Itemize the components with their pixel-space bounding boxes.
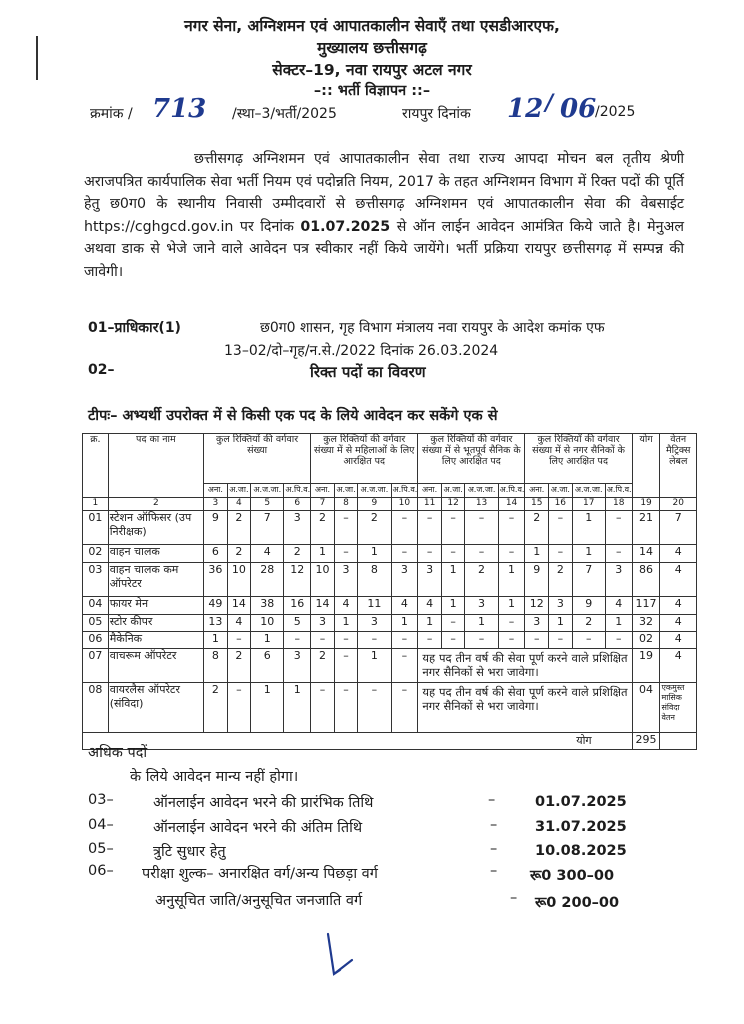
row-count-total: 1 xyxy=(284,683,311,733)
row-count-total: 2 xyxy=(284,545,311,563)
applicant-note: टीपः– अभ्यर्थी उपरोक्त में से किसी एक पद के लिये आवेदन कर सकेंगे एक से xyxy=(88,408,498,424)
intro-part-2: से ऑन लाईन आवेदन आमंत्रित किये जाते है। मेनुअल अथवा डाक से भेजे जाने वाले आवेदन पत्र स्वीकार नहीं किये जायेंगे। भर्ती प्रक्रिया रायपुर छत्तीसगढ़ में सम्पन्न की जावेगी। xyxy=(84,218,684,280)
row-count-women: 1 xyxy=(391,615,418,632)
row-count-women: 3 xyxy=(311,615,335,632)
col-header-homeguard: कुल रिक्तियाँ की वर्गवार संख्या में से नगर सैनिकों के लिए आरक्षित पद xyxy=(525,434,632,484)
row-sno: 04 xyxy=(83,597,109,615)
footer-note-line-2: के लिये आवेदन मान्य नहीं होगा। xyxy=(130,769,299,785)
col-number: 18 xyxy=(605,498,632,511)
row-yog: 04 xyxy=(632,683,660,733)
col-number: 20 xyxy=(660,498,697,511)
row-count-ex: – xyxy=(418,545,442,563)
col-number: 11 xyxy=(418,498,442,511)
row-count-hg: – xyxy=(549,545,573,563)
col-header-women: कुल रिक्तियों की वर्गवार संख्या में से महिलाओं के लिए आरक्षित पद xyxy=(311,434,418,484)
schedule-label: त्रुटि सुधार हेतु xyxy=(153,844,226,860)
row-count-hg: – xyxy=(525,632,549,649)
row-yog: 32 xyxy=(632,615,660,632)
row-count-hg: – xyxy=(549,511,573,545)
header-line-1: नगर सेना, अग्निशमन एवं आपातकालीन सेवाएँ तथा एसडीआरएफ, xyxy=(184,17,560,35)
row-count-hg: 1 xyxy=(572,511,605,545)
row-count-ex: – xyxy=(498,632,525,649)
row-count-women: – xyxy=(391,511,418,545)
row-count-women: 1 xyxy=(311,545,335,563)
row-post-name: वायरलैस ऑपरेटर (संविदा) xyxy=(108,683,203,733)
row-count-hg: 2 xyxy=(572,615,605,632)
section-02-title: रिक्त पदों का विवरण xyxy=(310,363,426,381)
row-count-total: 3 xyxy=(284,649,311,683)
row-count-total: 8 xyxy=(204,649,228,683)
row-count-total: 7 xyxy=(251,511,284,545)
table-row xyxy=(83,649,697,683)
col-number: 7 xyxy=(311,498,335,511)
col-number: 10 xyxy=(391,498,418,511)
row-count-total: 2 xyxy=(227,511,251,545)
row-yog: 21 xyxy=(632,511,660,545)
cat-header: अ.ज.जा. xyxy=(465,484,498,498)
row-count-ex: – xyxy=(441,545,465,563)
row-count-hg: 1 xyxy=(549,615,573,632)
row-count-women: 14 xyxy=(311,597,335,615)
vacancy-table xyxy=(82,433,697,750)
table-row xyxy=(83,511,697,545)
table-row xyxy=(83,563,697,597)
row-count-hg: 4 xyxy=(605,597,632,615)
fees-general-value: रू0 300–00 xyxy=(530,868,615,884)
fees-sc-st-label: अनुसूचित जाति/अनुसूचित जनजाति वर्ग xyxy=(155,893,363,909)
header-title: –:: भर्ती विज्ञापन ::– xyxy=(313,83,431,99)
cat-header: अना. xyxy=(311,484,335,498)
authority-line-2: 13–02/दो–गृह/न.से./2022 दिनांक 26.03.2024 xyxy=(224,343,499,359)
schedule-dash: – xyxy=(488,792,496,808)
row-post-name: मैकेनिक xyxy=(108,632,203,649)
row-count-ex: – xyxy=(441,632,465,649)
row-count-hg: 1 xyxy=(605,615,632,632)
row-count-women: 3 xyxy=(358,615,391,632)
row-count-ex: – xyxy=(465,545,498,563)
row-count-women: 4 xyxy=(334,597,358,615)
row-sno: 01 xyxy=(83,511,109,545)
col-number: 8 xyxy=(334,498,358,511)
cat-header: अना. xyxy=(418,484,442,498)
col-header-post: पद का नाम xyxy=(108,434,203,498)
row-count-total: 2 xyxy=(227,649,251,683)
row-count-ex: 1 xyxy=(418,615,442,632)
row-count-total: 4 xyxy=(251,545,284,563)
table-total-value: 295 xyxy=(632,733,660,750)
col-header-exservice: कुल रिक्तियों की वर्गवार संख्या में से भूतपूर्व सैनिक के लिए आरक्षित पद xyxy=(418,434,525,484)
schedule-number: 04– xyxy=(88,817,114,833)
row-count-ex: – xyxy=(498,615,525,632)
row-count-women: 2 xyxy=(311,511,335,545)
row-count-women: – xyxy=(391,649,418,683)
schedule-number: 05– xyxy=(88,841,114,857)
row-count-total: – xyxy=(284,632,311,649)
row-count-ex: 3 xyxy=(418,563,442,597)
row-count-hg: – xyxy=(605,545,632,563)
cat-header: अ.पि.व. xyxy=(605,484,632,498)
col-header-yog: योग xyxy=(632,434,660,498)
col-number: 13 xyxy=(465,498,498,511)
row-sno: 03 xyxy=(83,563,109,597)
row-count-women: – xyxy=(358,683,391,733)
intro-part-1: छत्तीसगढ़ अग्निशमन एवं आपातकालीन सेवा तथा राज्य आपदा मोचन बल तृतीय श्रेणी अराजपत्रित कार्यपालिक सेवा भर्ती नियम एवं पदोन्नति नियम, 2017 के तहत अग्निशमन विभाग में रिक्त पदों की पूर्ति हेतु छ0ग0 के स्थानीय निवासी उम्मीदवारों से छत्तीसगढ़ अग्निशमन एवं आपातकालीन सेवा की वेबसाईट https://cghgcd.gov.in पर दिनांक xyxy=(84,151,684,235)
row-sno: 05 xyxy=(83,615,109,632)
table-total-label: योग xyxy=(83,733,633,750)
col-number: 14 xyxy=(498,498,525,511)
row-count-total: 16 xyxy=(284,597,311,615)
row-merged-note: यह पद तीन वर्ष की सेवा पूर्ण करने वाले प्रशिक्षित नगर सैनिकों से भरा जावेगा। xyxy=(418,683,632,733)
row-count-ex: – xyxy=(498,511,525,545)
row-count-women: – xyxy=(391,632,418,649)
row-count-total: 2 xyxy=(204,683,228,733)
row-count-total: 13 xyxy=(204,615,228,632)
row-count-hg: – xyxy=(605,632,632,649)
row-count-women: 2 xyxy=(311,649,335,683)
row-count-ex: 3 xyxy=(465,597,498,615)
col-number: 9 xyxy=(358,498,391,511)
row-count-hg: 9 xyxy=(572,597,605,615)
row-count-women: – xyxy=(391,545,418,563)
cat-header: अ.जा. xyxy=(549,484,573,498)
row-count-ex: – xyxy=(465,632,498,649)
row-count-hg: 1 xyxy=(525,545,549,563)
col-header-pay: वेतन मैट्रिक्स लेबल xyxy=(660,434,697,498)
cat-header: अ.ज.जा. xyxy=(572,484,605,498)
row-count-women: – xyxy=(311,683,335,733)
col-number: 4 xyxy=(227,498,251,511)
row-count-hg: 12 xyxy=(525,597,549,615)
schedule-date: 10.08.2025 xyxy=(535,843,627,859)
row-count-ex: 1 xyxy=(498,597,525,615)
row-count-ex: 2 xyxy=(465,563,498,597)
table-row xyxy=(83,545,697,563)
row-count-women: 1 xyxy=(334,615,358,632)
row-count-ex: – xyxy=(441,615,465,632)
row-pay-level: 4 xyxy=(660,597,697,615)
row-count-women: 10 xyxy=(311,563,335,597)
fees-number: 06– xyxy=(88,863,114,879)
row-yog: 02 xyxy=(632,632,660,649)
cat-header: अना. xyxy=(204,484,228,498)
row-count-women: 2 xyxy=(358,511,391,545)
row-count-total: – xyxy=(227,683,251,733)
row-count-hg: 3 xyxy=(605,563,632,597)
row-count-hg: 9 xyxy=(525,563,549,597)
row-count-women: – xyxy=(334,511,358,545)
row-count-women: 4 xyxy=(391,597,418,615)
table-row xyxy=(83,632,697,649)
row-sno: 08 xyxy=(83,683,109,733)
row-count-total: 49 xyxy=(204,597,228,615)
row-count-hg: 3 xyxy=(525,615,549,632)
row-count-women: – xyxy=(334,632,358,649)
row-pay-level: 4 xyxy=(660,563,697,597)
row-count-ex: 1 xyxy=(498,563,525,597)
fees-general-dash: – xyxy=(490,863,498,879)
kramank-number: 713 xyxy=(152,94,207,124)
row-count-women: – xyxy=(391,683,418,733)
cat-header: अ.जा. xyxy=(334,484,358,498)
row-post-name: स्टेशन ऑफिसर (उप निरीक्षक) xyxy=(108,511,203,545)
row-count-total: 6 xyxy=(251,649,284,683)
row-count-hg: 2 xyxy=(549,563,573,597)
col-number: 15 xyxy=(525,498,549,511)
col-number: 2 xyxy=(108,498,203,511)
row-sno: 06 xyxy=(83,632,109,649)
row-count-ex: 1 xyxy=(465,615,498,632)
cat-header: अ.जा. xyxy=(441,484,465,498)
office-code: /स्था–3/भर्ती/2025 xyxy=(232,106,337,122)
row-count-women: – xyxy=(334,683,358,733)
date-month: 06 xyxy=(560,94,597,124)
schedule-date: 01.07.2025 xyxy=(535,794,627,810)
footer-note-line-1: अधिक पदों xyxy=(88,745,148,761)
col-header-sno: क्र. xyxy=(83,434,109,498)
row-post-name: फायर मेन xyxy=(108,597,203,615)
fees-sc-st-value: रू0 200–00 xyxy=(535,895,620,911)
row-count-ex: – xyxy=(465,511,498,545)
authority-line-1: छ0ग0 शासन, गृह विभाग मंत्रालय नवा रायपुर के आदेश कमांक एफ xyxy=(260,320,605,336)
row-count-ex: 1 xyxy=(441,563,465,597)
row-count-women: – xyxy=(311,632,335,649)
row-count-total: 1 xyxy=(251,632,284,649)
col-number: 3 xyxy=(204,498,228,511)
header-line-3: सेक्टर–19, नवा रायपुर अटल नगर xyxy=(272,61,472,79)
cat-header: अ.जा. xyxy=(227,484,251,498)
row-post-name: वाहन चालक कम ऑपरेटर xyxy=(108,563,203,597)
schedule-dash: – xyxy=(490,841,498,857)
cat-header: अ.ज.जा. xyxy=(251,484,284,498)
kramank-label: क्रमांक / xyxy=(90,106,133,122)
row-count-total: 14 xyxy=(227,597,251,615)
row-count-ex: – xyxy=(441,511,465,545)
row-yog: 19 xyxy=(632,649,660,683)
col-number: 12 xyxy=(441,498,465,511)
row-sno: 02 xyxy=(83,545,109,563)
row-count-ex: – xyxy=(498,545,525,563)
row-count-hg: – xyxy=(572,632,605,649)
row-pay-level: 4 xyxy=(660,545,697,563)
authority-label: 01–प्राधिकार(1) xyxy=(88,320,181,336)
col-number: 1 xyxy=(83,498,109,511)
row-count-total: 36 xyxy=(204,563,228,597)
row-count-total: 2 xyxy=(227,545,251,563)
col-number: 5 xyxy=(251,498,284,511)
row-count-total: 10 xyxy=(227,563,251,597)
table-row xyxy=(83,683,697,733)
row-post-name: वाहन चालक xyxy=(108,545,203,563)
row-count-hg: – xyxy=(605,511,632,545)
row-count-total: 5 xyxy=(284,615,311,632)
schedule-dash: – xyxy=(490,817,498,833)
table-row xyxy=(83,597,697,615)
row-count-total: 28 xyxy=(251,563,284,597)
header-line-2: मुख्यालय छत्तीसगढ़ xyxy=(317,39,427,57)
intro-date: 01.07.2025 xyxy=(300,218,391,235)
table-row xyxy=(83,615,697,632)
row-count-hg: 2 xyxy=(525,511,549,545)
cat-header: अना. xyxy=(525,484,549,498)
cat-header: अ.पि.व. xyxy=(391,484,418,498)
row-count-hg: 1 xyxy=(572,545,605,563)
row-count-hg: 3 xyxy=(549,597,573,615)
row-count-ex: – xyxy=(418,511,442,545)
row-count-total: 10 xyxy=(251,615,284,632)
row-post-name: स्टोर कीपर xyxy=(108,615,203,632)
row-count-women: 1 xyxy=(358,649,391,683)
schedule-number: 03– xyxy=(88,792,114,808)
date-day: 12 xyxy=(507,94,544,124)
intro-paragraph xyxy=(84,148,684,284)
row-post-name: वाचरूम ऑपरेटर xyxy=(108,649,203,683)
row-count-women: 1 xyxy=(358,545,391,563)
row-pay-level: एकमुस्त मासिक संविदा वेतन xyxy=(660,683,697,733)
row-count-total: 9 xyxy=(204,511,228,545)
row-count-total: 4 xyxy=(227,615,251,632)
row-count-total: 3 xyxy=(284,511,311,545)
row-count-hg: – xyxy=(549,632,573,649)
row-yog: 14 xyxy=(632,545,660,563)
table-total-empty xyxy=(660,733,697,750)
schedule-label: ऑनलाईन आवेदन भरने की अंतिम तिथि xyxy=(153,820,363,836)
row-count-total: 38 xyxy=(251,597,284,615)
row-count-total: 1 xyxy=(204,632,228,649)
section-02-number: 02– xyxy=(88,362,115,378)
cat-header: अ.ज.जा. xyxy=(358,484,391,498)
col-number: 6 xyxy=(284,498,311,511)
signature-mark xyxy=(318,930,358,990)
row-yog: 86 xyxy=(632,563,660,597)
row-count-total: 12 xyxy=(284,563,311,597)
col-number: 19 xyxy=(632,498,660,511)
col-header-total: कुल रिक्तियों की वर्गवार संख्या xyxy=(204,434,311,484)
row-count-women: – xyxy=(358,632,391,649)
fees-general-label: परीक्षा शुल्क– अनारक्षित वर्ग/अन्य पिछड़ा वर्ग xyxy=(142,866,378,882)
place-date-label: रायपुर दिनांक xyxy=(402,106,471,122)
row-count-total: 6 xyxy=(204,545,228,563)
row-count-ex: 1 xyxy=(441,597,465,615)
row-sno: 07 xyxy=(83,649,109,683)
row-pay-level: 4 xyxy=(660,649,697,683)
row-count-ex: 4 xyxy=(418,597,442,615)
row-pay-level: 4 xyxy=(660,632,697,649)
row-pay-level: 4 xyxy=(660,615,697,632)
row-count-women: – xyxy=(334,545,358,563)
row-count-total: 1 xyxy=(251,683,284,733)
row-count-women: 11 xyxy=(358,597,391,615)
row-merged-note: यह पद तीन वर्ष की सेवा पूर्ण करने वाले प्रशिक्षित नगर सैनिकों से भरा जावेगा। xyxy=(418,649,632,683)
col-number: 17 xyxy=(572,498,605,511)
row-yog: 117 xyxy=(632,597,660,615)
row-count-women: 8 xyxy=(358,563,391,597)
date-slash-1: / xyxy=(545,90,554,116)
row-count-women: 3 xyxy=(391,563,418,597)
row-count-ex: – xyxy=(418,632,442,649)
fees-sc-st-dash: – xyxy=(510,890,518,906)
row-count-women: – xyxy=(334,649,358,683)
row-pay-level: 7 xyxy=(660,511,697,545)
cat-header: अ.पि.व. xyxy=(498,484,525,498)
schedule-date: 31.07.2025 xyxy=(535,819,627,835)
row-count-hg: 7 xyxy=(572,563,605,597)
col-number: 16 xyxy=(549,498,573,511)
row-count-women: 3 xyxy=(334,563,358,597)
row-count-total: – xyxy=(227,632,251,649)
schedule-label: ऑनलाईन आवेदन भरने की प्रारंभिक तिथि xyxy=(153,795,374,811)
cat-header: अ.पि.व. xyxy=(284,484,311,498)
date-year: /2025 xyxy=(595,104,636,120)
